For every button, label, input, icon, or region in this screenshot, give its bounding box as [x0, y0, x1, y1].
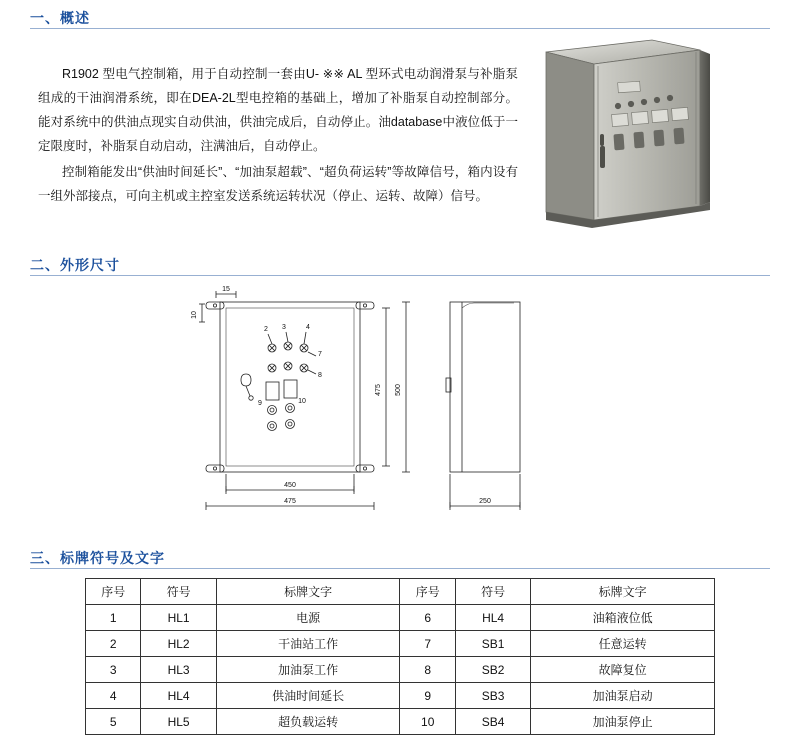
cell-text: 油箱液位低	[531, 605, 715, 631]
cell-text: 电源	[216, 605, 400, 631]
dim-15: 15	[222, 286, 230, 293]
table-row	[86, 709, 715, 735]
cell-no: 6	[400, 605, 455, 631]
callout-9: 9	[258, 400, 262, 407]
section-one-title: 一、概述	[30, 10, 90, 26]
table-row	[86, 683, 715, 709]
table-header-row	[86, 579, 715, 605]
callout-3: 3	[282, 324, 286, 331]
dim-10: 10	[191, 311, 198, 319]
cell-symbol: HL5	[141, 709, 216, 735]
cell-text: 干油站工作	[216, 631, 400, 657]
cell-text: 故障复位	[531, 657, 715, 683]
cell-symbol: SB2	[455, 657, 530, 683]
table-row	[86, 631, 715, 657]
header-text-1: 标牌文字	[216, 579, 400, 605]
overview-paragraphs	[38, 62, 518, 210]
section-three-title: 三、标牌符号及文字	[30, 550, 165, 566]
cell-text: 超负载运转	[216, 709, 400, 735]
dim-250: 250	[479, 498, 491, 505]
cell-no: 7	[400, 631, 455, 657]
cell-no: 5	[86, 709, 141, 735]
dim-450: 450	[284, 482, 296, 489]
cell-symbol: HL1	[141, 605, 216, 631]
cell-text: 加油泵工作	[216, 657, 400, 683]
cell-symbol: SB1	[455, 631, 530, 657]
cell-symbol: HL2	[141, 631, 216, 657]
cell-text: 供油时间延长	[216, 683, 400, 709]
cell-symbol: HL4	[141, 683, 216, 709]
section-two-title: 二、外形尺寸	[30, 257, 120, 273]
header-symbol-1: 符号	[141, 579, 216, 605]
section-two-divider	[30, 275, 770, 276]
section-one-divider	[30, 28, 770, 29]
dim-475-side: 475	[375, 384, 382, 396]
overview-paragraph-1: R1902 型电气控制箱，用于自动控制一套由U- ※※ AL 型环式电动润滑泵与补脂泵组成的干油润滑系统，即在DEA-2L型电控箱的基础上，增加了补脂泵自动控制部分。能对系统中的供油点现实自动供油，供油完成后，自动停止。油database中液位低于一定限度时，补脂泵自动启动，注满油后，自动停止。	[38, 67, 518, 153]
cell-no: 4	[86, 683, 141, 709]
callout-4: 4	[306, 324, 310, 331]
label-plate-table	[85, 578, 715, 735]
callout-8: 8	[318, 372, 322, 379]
callout-10: 10	[298, 398, 306, 405]
dim-475-bottom: 475	[284, 498, 296, 505]
cell-no: 10	[400, 709, 455, 735]
callout-2: 2	[264, 326, 268, 333]
header-text-2: 标牌文字	[531, 579, 715, 605]
cell-no: 1	[86, 605, 141, 631]
cell-no: 9	[400, 683, 455, 709]
cell-text: 加油泵启动	[531, 683, 715, 709]
cell-no: 3	[86, 657, 141, 683]
dimension-drawing	[180, 282, 600, 532]
cell-no: 2	[86, 631, 141, 657]
table-row	[86, 605, 715, 631]
callout-7: 7	[318, 351, 322, 358]
cell-symbol: HL3	[141, 657, 216, 683]
table-row	[86, 657, 715, 683]
cell-text: 任意运转	[531, 631, 715, 657]
header-no-1: 序号	[86, 579, 141, 605]
header-symbol-2: 符号	[455, 579, 530, 605]
cell-symbol: HL4	[455, 605, 530, 631]
overview-paragraph-2: 控制箱能发出“供油时间延长”、“加油泵超载”、“超负荷运转”等故障信号，箱内设有一组外部接点，可向主机或主控室发送系统运转状况（停止、运转、故障）信号。	[38, 165, 518, 203]
cell-symbol: SB4	[455, 709, 530, 735]
header-no-2: 序号	[400, 579, 455, 605]
control-cabinet-photo	[532, 34, 732, 234]
section-three-divider	[30, 568, 770, 569]
dim-500: 500	[395, 384, 402, 396]
cell-no: 8	[400, 657, 455, 683]
cell-text: 加油泵停止	[531, 709, 715, 735]
cell-symbol: SB3	[455, 683, 530, 709]
